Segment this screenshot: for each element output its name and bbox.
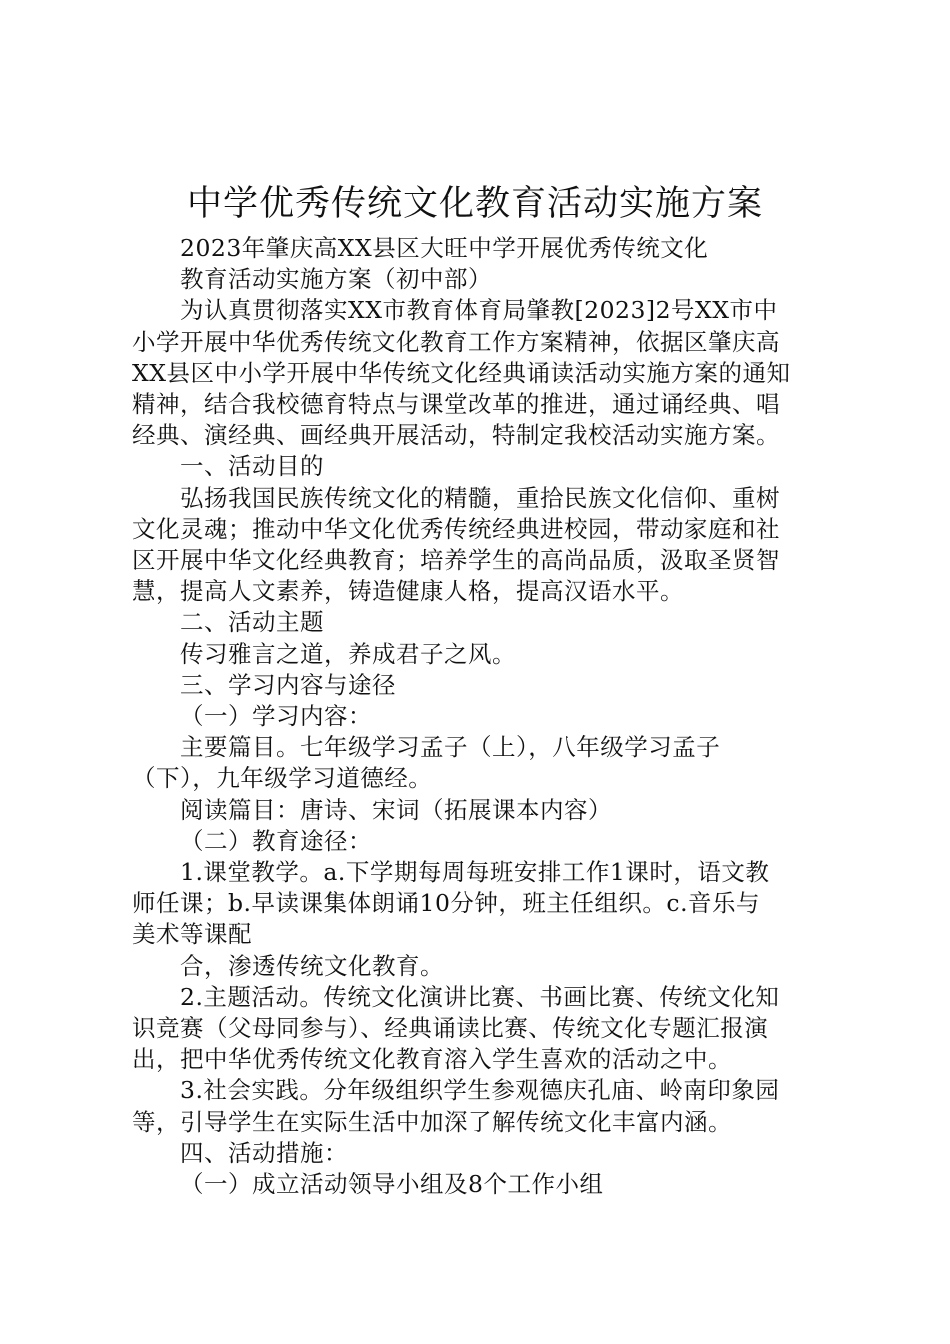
- subheading-ways: （二）教育途径：: [180, 826, 372, 855]
- subtitle-line-2: 教育活动实施方案（初中部）: [180, 265, 492, 294]
- purpose-line-4: 慧，提高人文素养，铸造健康人格，提高汉语水平。: [132, 577, 684, 606]
- way-1-line-2: 师任课；b.早读课集体朗诵10分钟，班主任组织。c.音乐与: [132, 889, 761, 918]
- content-line-3: 阅读篇目：唐诗、宋词（拓展课本内容）: [180, 795, 612, 824]
- purpose-line-1: 弘扬我国民族传统文化的精髓，重拾民族文化信仰、重树: [180, 483, 780, 512]
- content-line-2: （下），九年级学习道德经。: [132, 764, 433, 793]
- intro-line-4: 精神，结合我校德育特点与课堂改革的推进，通过诵经典、唱: [132, 390, 780, 419]
- way-1-line-1: 1.课堂教学。a.下学期每周每班安排工作1课时，语文教: [180, 858, 770, 887]
- heading-theme: 二、活动主题: [180, 608, 324, 637]
- document-title: 中学优秀传统文化教育活动实施方案: [186, 184, 763, 224]
- way-3-line-1: 3.社会实践。分年级组织学生参观德庆孔庙、岭南印象园: [180, 1076, 780, 1105]
- way-2-paragraph: [132, 982, 822, 1076]
- way-3-line-2: 等，引导学生在实际生活中加深了解传统文化丰富内涵。: [132, 1107, 732, 1136]
- section-heading-2: [132, 607, 822, 669]
- way-2-line-2: 识竞赛（父母同参与）、经典诵读比赛、传统文化专题汇报演: [132, 1014, 769, 1043]
- content-line-1: 主要篇目。七年级学习孟子（上），八年级学习孟子: [180, 733, 721, 762]
- document-body: [132, 233, 822, 1200]
- section-heading-3: [132, 670, 822, 732]
- way-2-line-3: 出，把中华优秀传统文化教育溶入学生喜欢的活动之中。: [132, 1045, 732, 1074]
- intro-line-2: 小学开展中华优秀传统文化教育工作方案精神，依据区肇庆高: [132, 327, 780, 356]
- content-paragraph: [132, 732, 822, 857]
- purpose-line-3: 区开展中华文化经典教育；培养学生的高尚品质，汲取圣贤智: [132, 546, 780, 575]
- way-1-paragraph: [132, 857, 822, 982]
- intro-line-1: 为认真贯彻落实XX市教育体育局肇教[2023]2号XX市中: [180, 296, 778, 325]
- subheading-leadership-group: （一）成立活动领导小组及8个工作小组: [180, 1170, 604, 1199]
- purpose-line-2: 文化灵魂；推动中华文化优秀传统经典进校园，带动家庭和社: [132, 514, 780, 543]
- way-2-line-1: 2.主题活动。传统文化演讲比赛、书画比赛、传统文化知: [180, 982, 780, 1011]
- intro-line-5: 经典、演经典、画经典开展活动，特制定我校活动实施方案。: [132, 421, 780, 450]
- way-3-paragraph: [132, 1075, 822, 1137]
- purpose-paragraph: [132, 483, 822, 608]
- subtitle: [132, 233, 822, 295]
- section-heading-1: [132, 451, 822, 482]
- section-heading-4: [132, 1138, 822, 1200]
- intro-paragraph: [132, 295, 822, 451]
- subtitle-line-1: 2023年肇庆高XX县区大旺中学开展优秀传统文化: [180, 234, 709, 262]
- heading-purpose: 一、活动目的: [180, 452, 324, 481]
- way-1-line-4: 合，渗透传统文化教育。: [180, 951, 444, 980]
- intro-line-3: XX县区中小学开展中华传统文化经典诵读活动实施方案的通知: [132, 358, 791, 387]
- heading-measures: 四、活动措施：: [180, 1138, 348, 1167]
- way-1-line-3: 美术等课配: [132, 920, 252, 949]
- heading-content-and-ways: 三、学习内容与途径: [180, 670, 396, 699]
- subheading-content: （一）学习内容：: [180, 702, 372, 731]
- theme-text: 传习雅言之道，养成君子之风。: [180, 639, 516, 668]
